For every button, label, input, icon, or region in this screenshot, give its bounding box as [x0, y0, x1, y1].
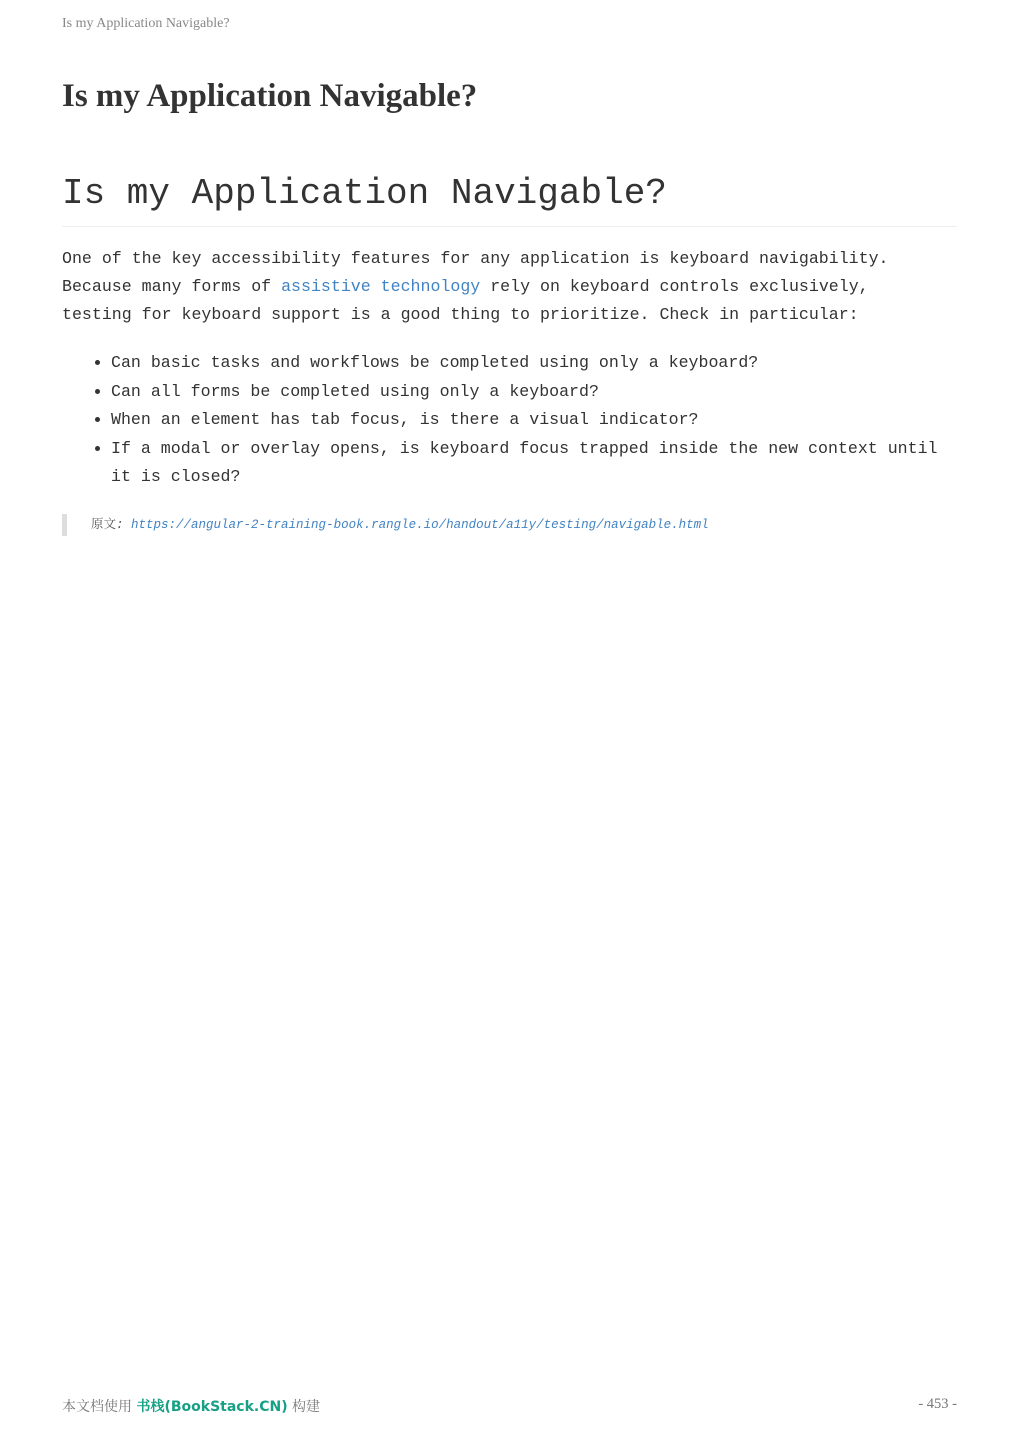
source-colon: : — [116, 517, 132, 532]
source-url-link[interactable]: https://angular-2-training-book.rangle.io/handout/a11y/testing/navigable.html — [131, 517, 709, 532]
footer-prefix: 本文档使用 — [62, 1399, 137, 1415]
footer-brand-text: 书栈(BookStack.CN) — [136, 1399, 288, 1415]
intro-text-after-link: rely on keyboard controls exclusively, testing for keyboard support is a good thing to prioritize. Check in particular: — [62, 277, 869, 324]
running-header: Is my Application Navigable? — [62, 16, 230, 31]
source-label: 原文 — [91, 515, 117, 531]
source-blockquote — [62, 514, 957, 536]
list-item: • When an element has tab focus, is there a visual indicator? — [111, 406, 957, 435]
page-number: - 453 - — [918, 1396, 957, 1412]
footer-credit — [62, 1396, 320, 1416]
bookstack-link[interactable] — [136, 1399, 287, 1415]
keyboard-checklist — [62, 349, 957, 492]
list-item: • Can all forms be completed using only a keyboard? — [111, 378, 957, 407]
section-title: Is my Application Navigable? — [62, 168, 957, 227]
list-item: • Can basic tasks and workflows be completed using only a keyboard? — [111, 349, 957, 378]
footer-suffix: 构建 — [287, 1399, 321, 1415]
chapter-title: Is my Application Navigable? — [62, 78, 478, 114]
article-content — [62, 168, 957, 536]
intro-paragraph — [62, 245, 942, 329]
assistive-technology-link[interactable]: assistive technology — [281, 277, 481, 296]
intro-text-before-link: One of the key accessibility features for any application is keyboard navigability. Because many forms of — [62, 249, 889, 296]
list-item: • If a modal or overlay opens, is keyboard focus trapped inside the new context until it is closed? — [111, 435, 957, 492]
